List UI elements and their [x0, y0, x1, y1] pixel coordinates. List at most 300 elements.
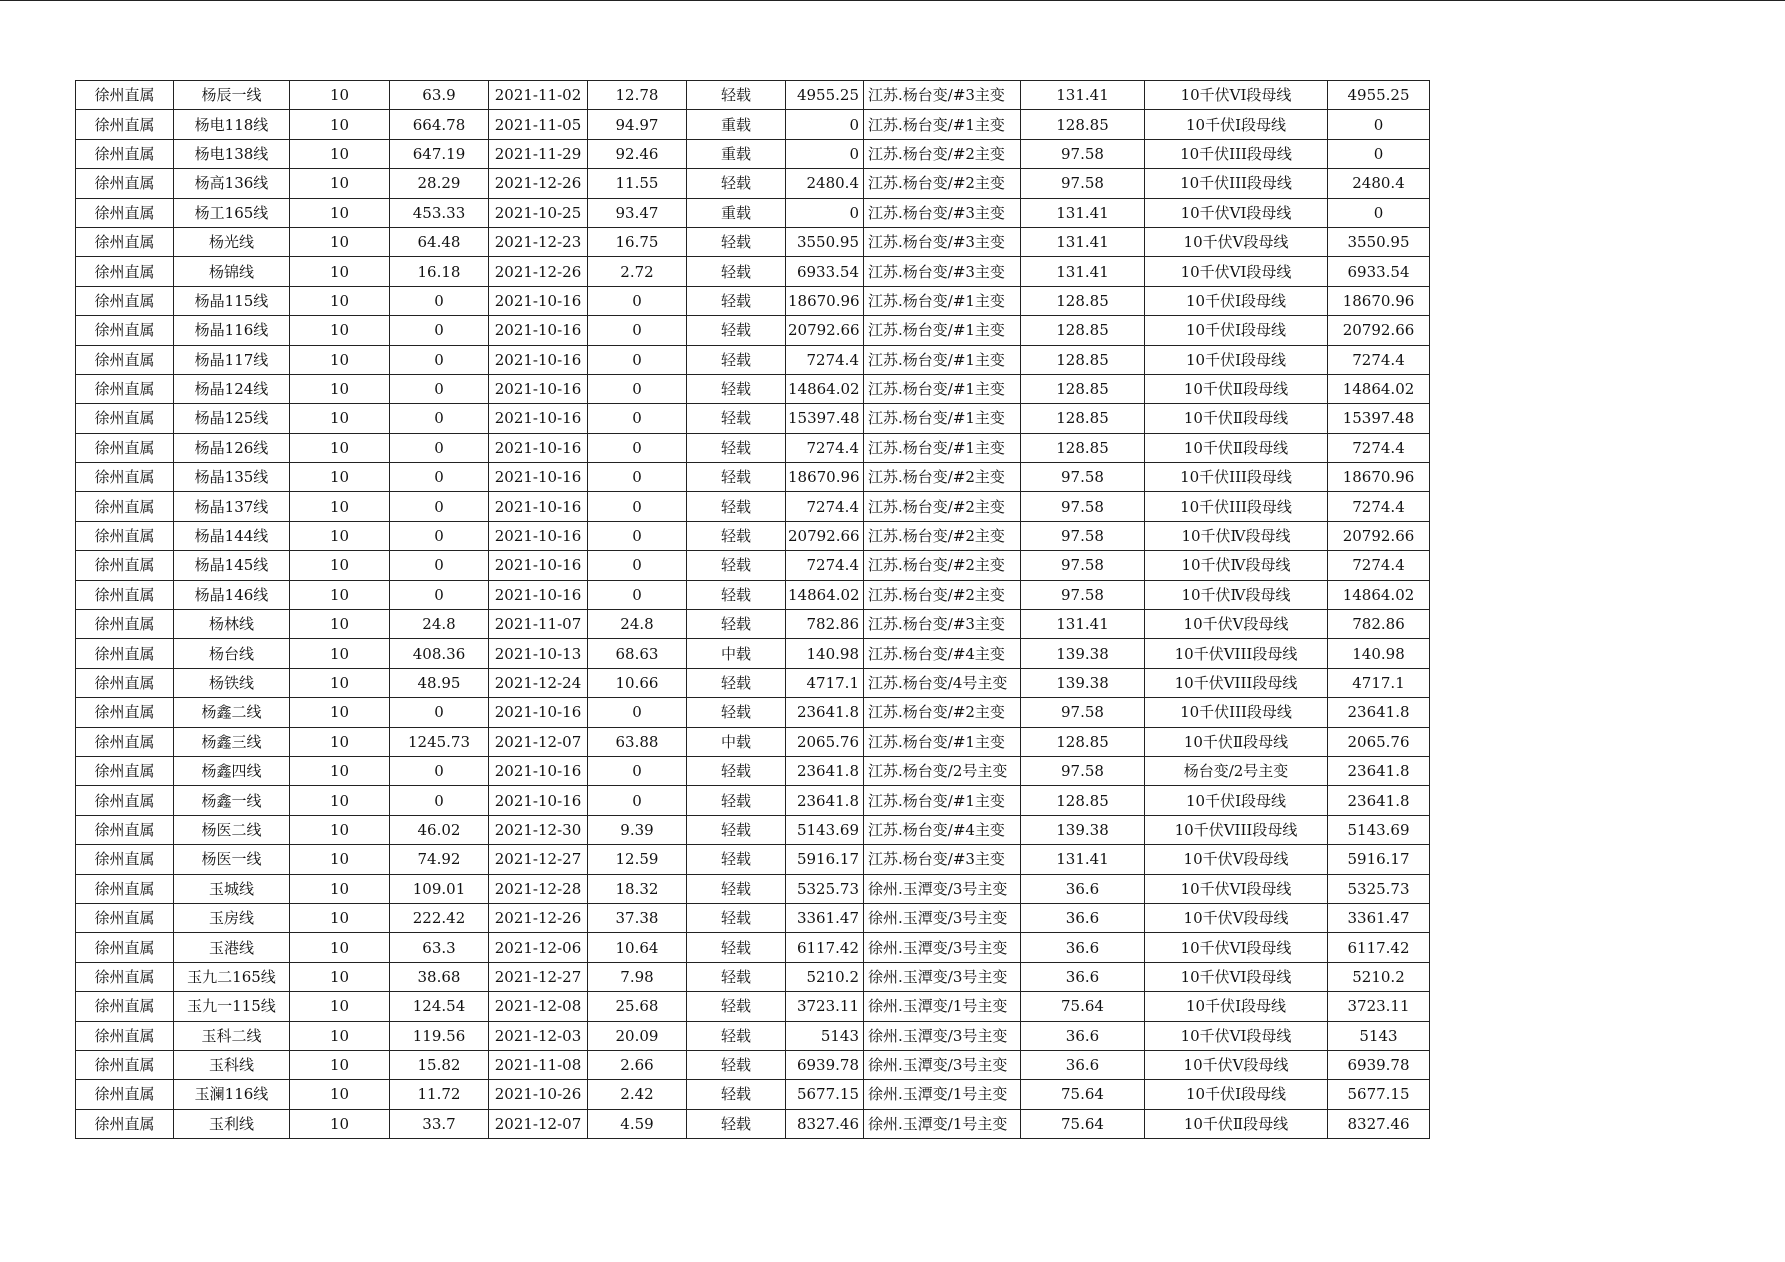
- table-row: [76, 903, 1430, 932]
- substation-transformer-cell: 江苏.杨台变/#1主变: [864, 374, 1021, 403]
- transformer-value-cell: 97.58: [1021, 139, 1145, 168]
- voltage-cell: 10: [290, 463, 390, 492]
- date-cell: 2021-12-24: [489, 668, 588, 697]
- substation-transformer-cell: 江苏.杨台变/#4主变: [864, 815, 1021, 844]
- voltage-cell: 10: [290, 903, 390, 932]
- load-rate-cell: 0: [588, 580, 687, 609]
- capacity-cell: 5210.2: [786, 962, 864, 991]
- busbar-cell: 10千伏Ⅰ段母线: [1145, 786, 1328, 815]
- voltage-cell: 10: [290, 756, 390, 785]
- substation-transformer-cell: 江苏.杨台变/#2主变: [864, 580, 1021, 609]
- feeder-name-cell: 杨晶115线: [174, 286, 290, 315]
- available-capacity-cell: 3550.95: [1328, 227, 1430, 256]
- capacity-cell: 14864.02: [786, 374, 864, 403]
- transformer-value-cell: 97.58: [1021, 521, 1145, 550]
- load-status-cell: 轻载: [687, 374, 786, 403]
- feeder-name-cell: 玉港线: [174, 933, 290, 962]
- table-row: [76, 1050, 1430, 1079]
- feeder-name-cell: 玉澜116线: [174, 1080, 290, 1109]
- load-cell: 119.56: [390, 1021, 489, 1050]
- company-cell: 徐州直属: [76, 639, 174, 668]
- capacity-cell: 5143: [786, 1021, 864, 1050]
- table-row: [76, 962, 1430, 991]
- available-capacity-cell: 20792.66: [1328, 316, 1430, 345]
- capacity-cell: 782.86: [786, 610, 864, 639]
- available-capacity-cell: 140.98: [1328, 639, 1430, 668]
- table-row: [76, 1109, 1430, 1138]
- load-status-cell: 轻载: [687, 345, 786, 374]
- load-status-cell: 轻载: [687, 227, 786, 256]
- load-rate-cell: 0: [588, 463, 687, 492]
- load-rate-cell: 20.09: [588, 1021, 687, 1050]
- load-rate-cell: 11.55: [588, 169, 687, 198]
- transformer-value-cell: 131.41: [1021, 257, 1145, 286]
- date-cell: 2021-12-27: [489, 845, 588, 874]
- load-rate-cell: 0: [588, 374, 687, 403]
- voltage-cell: 10: [290, 933, 390, 962]
- load-rate-cell: 94.97: [588, 110, 687, 139]
- table-row: [76, 668, 1430, 697]
- substation-transformer-cell: 徐州.玉潭变/1号主变: [864, 1109, 1021, 1138]
- substation-transformer-cell: 徐州.玉潭变/3号主变: [864, 1050, 1021, 1079]
- load-status-cell: 重载: [687, 110, 786, 139]
- load-status-cell: 轻载: [687, 992, 786, 1021]
- page-top-rule: [0, 0, 1785, 1]
- capacity-cell: 7274.4: [786, 551, 864, 580]
- load-cell: 0: [390, 316, 489, 345]
- load-cell: 0: [390, 463, 489, 492]
- company-cell: 徐州直属: [76, 668, 174, 697]
- available-capacity-cell: 18670.96: [1328, 463, 1430, 492]
- load-cell: 0: [390, 345, 489, 374]
- load-cell: 109.01: [390, 874, 489, 903]
- load-rate-cell: 12.78: [588, 81, 687, 110]
- table-row: [76, 580, 1430, 609]
- transformer-value-cell: 128.85: [1021, 374, 1145, 403]
- transformer-value-cell: 128.85: [1021, 316, 1145, 345]
- busbar-cell: 10千伏VI段母线: [1145, 1021, 1328, 1050]
- feeder-name-cell: 杨晶144线: [174, 521, 290, 550]
- load-cell: 0: [390, 786, 489, 815]
- available-capacity-cell: 0: [1328, 110, 1430, 139]
- table-body: [76, 81, 1430, 1139]
- load-status-cell: 重载: [687, 139, 786, 168]
- transformer-value-cell: 128.85: [1021, 786, 1145, 815]
- table-row: [76, 374, 1430, 403]
- date-cell: 2021-10-16: [489, 756, 588, 785]
- feeder-name-cell: 玉利线: [174, 1109, 290, 1138]
- voltage-cell: 10: [290, 610, 390, 639]
- load-rate-cell: 0: [588, 316, 687, 345]
- capacity-cell: 140.98: [786, 639, 864, 668]
- company-cell: 徐州直属: [76, 1080, 174, 1109]
- capacity-cell: 5143.69: [786, 815, 864, 844]
- table-row: [76, 639, 1430, 668]
- date-cell: 2021-10-26: [489, 1080, 588, 1109]
- load-cell: 15.82: [390, 1050, 489, 1079]
- load-rate-cell: 93.47: [588, 198, 687, 227]
- busbar-cell: 10千伏III段母线: [1145, 139, 1328, 168]
- date-cell: 2021-10-16: [489, 786, 588, 815]
- table-row: [76, 874, 1430, 903]
- load-status-cell: 轻载: [687, 962, 786, 991]
- available-capacity-cell: 4955.25: [1328, 81, 1430, 110]
- load-status-cell: 轻载: [687, 404, 786, 433]
- date-cell: 2021-12-28: [489, 874, 588, 903]
- capacity-cell: 0: [786, 139, 864, 168]
- substation-transformer-cell: 徐州.玉潭变/3号主变: [864, 874, 1021, 903]
- busbar-cell: 10千伏Ⅴ段母线: [1145, 227, 1328, 256]
- busbar-cell: 10千伏Ⅱ段母线: [1145, 727, 1328, 756]
- feeder-name-cell: 杨晶137线: [174, 492, 290, 521]
- available-capacity-cell: 7274.4: [1328, 433, 1430, 462]
- available-capacity-cell: 782.86: [1328, 610, 1430, 639]
- load-cell: 0: [390, 286, 489, 315]
- date-cell: 2021-12-08: [489, 992, 588, 1021]
- company-cell: 徐州直属: [76, 903, 174, 932]
- busbar-cell: 10千伏Ⅴ段母线: [1145, 610, 1328, 639]
- voltage-cell: 10: [290, 1080, 390, 1109]
- date-cell: 2021-10-16: [489, 463, 588, 492]
- load-status-cell: 轻载: [687, 286, 786, 315]
- voltage-cell: 10: [290, 1050, 390, 1079]
- substation-transformer-cell: 江苏.杨台变/#1主变: [864, 404, 1021, 433]
- voltage-cell: 10: [290, 139, 390, 168]
- transformer-value-cell: 36.6: [1021, 1050, 1145, 1079]
- date-cell: 2021-11-05: [489, 110, 588, 139]
- load-rate-cell: 0: [588, 286, 687, 315]
- busbar-cell: 10千伏III段母线: [1145, 698, 1328, 727]
- available-capacity-cell: 23641.8: [1328, 756, 1430, 785]
- load-rate-cell: 0: [588, 521, 687, 550]
- table-row: [76, 1080, 1430, 1109]
- feeder-name-cell: 杨鑫三线: [174, 727, 290, 756]
- busbar-cell: 10千伏VI段母线: [1145, 81, 1328, 110]
- date-cell: 2021-10-16: [489, 492, 588, 521]
- voltage-cell: 10: [290, 110, 390, 139]
- capacity-cell: 6117.42: [786, 933, 864, 962]
- table-row: [76, 933, 1430, 962]
- feeder-name-cell: 杨晶126线: [174, 433, 290, 462]
- load-status-cell: 中载: [687, 727, 786, 756]
- capacity-cell: 5677.15: [786, 1080, 864, 1109]
- load-status-cell: 轻载: [687, 933, 786, 962]
- voltage-cell: 10: [290, 345, 390, 374]
- company-cell: 徐州直属: [76, 139, 174, 168]
- table-row: [76, 198, 1430, 227]
- load-cell: 1245.73: [390, 727, 489, 756]
- date-cell: 2021-12-07: [489, 727, 588, 756]
- substation-transformer-cell: 江苏.杨台变/#2主变: [864, 492, 1021, 521]
- voltage-cell: 10: [290, 286, 390, 315]
- voltage-cell: 10: [290, 198, 390, 227]
- load-cell: 222.42: [390, 903, 489, 932]
- table-row: [76, 81, 1430, 110]
- transformer-value-cell: 128.85: [1021, 286, 1145, 315]
- capacity-cell: 3723.11: [786, 992, 864, 1021]
- company-cell: 徐州直属: [76, 698, 174, 727]
- date-cell: 2021-12-06: [489, 933, 588, 962]
- substation-transformer-cell: 江苏.杨台变/#1主变: [864, 727, 1021, 756]
- load-status-cell: 轻载: [687, 815, 786, 844]
- date-cell: 2021-12-27: [489, 962, 588, 991]
- company-cell: 徐州直属: [76, 1021, 174, 1050]
- capacity-cell: 20792.66: [786, 316, 864, 345]
- feeder-name-cell: 杨光线: [174, 227, 290, 256]
- feeder-name-cell: 杨晶135线: [174, 463, 290, 492]
- company-cell: 徐州直属: [76, 610, 174, 639]
- feeder-name-cell: 玉科线: [174, 1050, 290, 1079]
- substation-transformer-cell: 徐州.玉潭变/3号主变: [864, 962, 1021, 991]
- feeder-name-cell: 杨工165线: [174, 198, 290, 227]
- voltage-cell: 10: [290, 374, 390, 403]
- load-rate-cell: 16.75: [588, 227, 687, 256]
- load-status-cell: 轻载: [687, 257, 786, 286]
- transformer-value-cell: 131.41: [1021, 845, 1145, 874]
- feeder-name-cell: 杨辰一线: [174, 81, 290, 110]
- transformer-value-cell: 128.85: [1021, 110, 1145, 139]
- load-cell: 664.78: [390, 110, 489, 139]
- company-cell: 徐州直属: [76, 374, 174, 403]
- load-rate-cell: 25.68: [588, 992, 687, 1021]
- company-cell: 徐州直属: [76, 786, 174, 815]
- available-capacity-cell: 2065.76: [1328, 727, 1430, 756]
- busbar-cell: 10千伏Ⅱ段母线: [1145, 1109, 1328, 1138]
- company-cell: 徐州直属: [76, 169, 174, 198]
- feeder-name-cell: 杨电138线: [174, 139, 290, 168]
- voltage-cell: 10: [290, 404, 390, 433]
- feeder-name-cell: 杨台线: [174, 639, 290, 668]
- load-status-cell: 重载: [687, 198, 786, 227]
- busbar-cell: 10千伏III段母线: [1145, 492, 1328, 521]
- feeder-name-cell: 杨晶145线: [174, 551, 290, 580]
- company-cell: 徐州直属: [76, 845, 174, 874]
- table-row: [76, 404, 1430, 433]
- available-capacity-cell: 5143: [1328, 1021, 1430, 1050]
- company-cell: 徐州直属: [76, 286, 174, 315]
- date-cell: 2021-12-26: [489, 257, 588, 286]
- load-rate-cell: 12.59: [588, 845, 687, 874]
- busbar-cell: 10千伏Ⅳ段母线: [1145, 521, 1328, 550]
- load-cell: 0: [390, 374, 489, 403]
- load-rate-cell: 10.64: [588, 933, 687, 962]
- company-cell: 徐州直属: [76, 933, 174, 962]
- transformer-value-cell: 139.38: [1021, 639, 1145, 668]
- available-capacity-cell: 5143.69: [1328, 815, 1430, 844]
- company-cell: 徐州直属: [76, 227, 174, 256]
- company-cell: 徐州直属: [76, 198, 174, 227]
- substation-transformer-cell: 江苏.杨台变/#2主变: [864, 169, 1021, 198]
- busbar-cell: 10千伏VI段母线: [1145, 933, 1328, 962]
- date-cell: 2021-10-16: [489, 286, 588, 315]
- substation-transformer-cell: 江苏.杨台变/#1主变: [864, 345, 1021, 374]
- voltage-cell: 10: [290, 521, 390, 550]
- table-row: [76, 698, 1430, 727]
- company-cell: 徐州直属: [76, 727, 174, 756]
- load-cell: 124.54: [390, 992, 489, 1021]
- load-status-cell: 轻载: [687, 580, 786, 609]
- load-cell: 0: [390, 492, 489, 521]
- load-rate-cell: 2.72: [588, 257, 687, 286]
- load-cell: 46.02: [390, 815, 489, 844]
- load-cell: 0: [390, 551, 489, 580]
- table-row: [76, 551, 1430, 580]
- load-cell: 0: [390, 404, 489, 433]
- load-cell: 38.68: [390, 962, 489, 991]
- load-status-cell: 轻载: [687, 1021, 786, 1050]
- transformer-value-cell: 131.41: [1021, 610, 1145, 639]
- capacity-cell: 6933.54: [786, 257, 864, 286]
- busbar-cell: 10千伏Ⅰ段母线: [1145, 992, 1328, 1021]
- busbar-cell: 10千伏Ⅴ段母线: [1145, 1050, 1328, 1079]
- company-cell: 徐州直属: [76, 580, 174, 609]
- date-cell: 2021-10-16: [489, 404, 588, 433]
- capacity-cell: 5325.73: [786, 874, 864, 903]
- available-capacity-cell: 2480.4: [1328, 169, 1430, 198]
- company-cell: 徐州直属: [76, 1109, 174, 1138]
- voltage-cell: 10: [290, 668, 390, 697]
- date-cell: 2021-12-30: [489, 815, 588, 844]
- date-cell: 2021-12-26: [489, 903, 588, 932]
- feeder-name-cell: 玉九一115线: [174, 992, 290, 1021]
- busbar-cell: 10千伏VI段母线: [1145, 198, 1328, 227]
- capacity-cell: 6939.78: [786, 1050, 864, 1079]
- load-cell: 647.19: [390, 139, 489, 168]
- feeder-name-cell: 杨医二线: [174, 815, 290, 844]
- table-row: [76, 727, 1430, 756]
- feeder-name-cell: 杨晶125线: [174, 404, 290, 433]
- load-status-cell: 轻载: [687, 551, 786, 580]
- substation-transformer-cell: 徐州.玉潭变/3号主变: [864, 1021, 1021, 1050]
- company-cell: 徐州直属: [76, 551, 174, 580]
- load-rate-cell: 24.8: [588, 610, 687, 639]
- load-rate-cell: 0: [588, 786, 687, 815]
- busbar-cell: 10千伏VI段母线: [1145, 257, 1328, 286]
- substation-transformer-cell: 江苏.杨台变/#3主变: [864, 227, 1021, 256]
- capacity-cell: 14864.02: [786, 580, 864, 609]
- load-cell: 408.36: [390, 639, 489, 668]
- transformer-value-cell: 36.6: [1021, 874, 1145, 903]
- available-capacity-cell: 3723.11: [1328, 992, 1430, 1021]
- substation-transformer-cell: 江苏.杨台变/#1主变: [864, 286, 1021, 315]
- capacity-cell: 7274.4: [786, 345, 864, 374]
- load-rate-cell: 0: [588, 698, 687, 727]
- load-status-cell: 轻载: [687, 316, 786, 345]
- load-status-cell: 轻载: [687, 845, 786, 874]
- available-capacity-cell: 5916.17: [1328, 845, 1430, 874]
- load-cell: 33.7: [390, 1109, 489, 1138]
- date-cell: 2021-10-16: [489, 551, 588, 580]
- substation-transformer-cell: 江苏.杨台变/#2主变: [864, 698, 1021, 727]
- available-capacity-cell: 3361.47: [1328, 903, 1430, 932]
- load-status-cell: 轻载: [687, 756, 786, 785]
- feeder-name-cell: 杨鑫四线: [174, 756, 290, 785]
- feeder-name-cell: 杨晶146线: [174, 580, 290, 609]
- available-capacity-cell: 23641.8: [1328, 698, 1430, 727]
- load-rate-cell: 10.66: [588, 668, 687, 697]
- load-status-cell: 轻载: [687, 433, 786, 462]
- substation-transformer-cell: 江苏.杨台变/#1主变: [864, 433, 1021, 462]
- table-row: [76, 257, 1430, 286]
- feeder-name-cell: 杨晶124线: [174, 374, 290, 403]
- available-capacity-cell: 15397.48: [1328, 404, 1430, 433]
- load-cell: 0: [390, 756, 489, 785]
- date-cell: 2021-12-03: [489, 1021, 588, 1050]
- available-capacity-cell: 14864.02: [1328, 374, 1430, 403]
- load-cell: 0: [390, 698, 489, 727]
- available-capacity-cell: 7274.4: [1328, 492, 1430, 521]
- capacity-cell: 18670.96: [786, 286, 864, 315]
- transformer-value-cell: 36.6: [1021, 933, 1145, 962]
- load-cell: 16.18: [390, 257, 489, 286]
- busbar-cell: 10千伏Ⅰ段母线: [1145, 286, 1328, 315]
- transformer-value-cell: 97.58: [1021, 551, 1145, 580]
- available-capacity-cell: 6933.54: [1328, 257, 1430, 286]
- voltage-cell: 10: [290, 845, 390, 874]
- table-row: [76, 316, 1430, 345]
- capacity-cell: 15397.48: [786, 404, 864, 433]
- table-row: [76, 463, 1430, 492]
- date-cell: 2021-12-26: [489, 169, 588, 198]
- substation-transformer-cell: 江苏.杨台变/#3主变: [864, 257, 1021, 286]
- substation-transformer-cell: 江苏.杨台变/#3主变: [864, 81, 1021, 110]
- substation-transformer-cell: 徐州.玉潭变/3号主变: [864, 903, 1021, 932]
- company-cell: 徐州直属: [76, 316, 174, 345]
- load-rate-cell: 18.32: [588, 874, 687, 903]
- date-cell: 2021-10-13: [489, 639, 588, 668]
- load-cell: 63.9: [390, 81, 489, 110]
- capacity-cell: 2065.76: [786, 727, 864, 756]
- date-cell: 2021-10-16: [489, 316, 588, 345]
- substation-transformer-cell: 徐州.玉潭变/1号主变: [864, 1080, 1021, 1109]
- voltage-cell: 10: [290, 1109, 390, 1138]
- load-cell: 28.29: [390, 169, 489, 198]
- transformer-value-cell: 128.85: [1021, 433, 1145, 462]
- busbar-cell: 10千伏III段母线: [1145, 463, 1328, 492]
- load-cell: 453.33: [390, 198, 489, 227]
- busbar-cell: 10千伏Ⅰ段母线: [1145, 110, 1328, 139]
- load-cell: 74.92: [390, 845, 489, 874]
- available-capacity-cell: 6939.78: [1328, 1050, 1430, 1079]
- transformer-value-cell: 97.58: [1021, 756, 1145, 785]
- voltage-cell: 10: [290, 1021, 390, 1050]
- date-cell: 2021-10-16: [489, 345, 588, 374]
- company-cell: 徐州直属: [76, 433, 174, 462]
- table-row: [76, 756, 1430, 785]
- substation-transformer-cell: 江苏.杨台变/4号主变: [864, 668, 1021, 697]
- busbar-cell: 10千伏Ⅰ段母线: [1145, 316, 1328, 345]
- company-cell: 徐州直属: [76, 756, 174, 785]
- load-rate-cell: 0: [588, 492, 687, 521]
- transformer-value-cell: 75.64: [1021, 992, 1145, 1021]
- table-row: [76, 286, 1430, 315]
- table-row: [76, 845, 1430, 874]
- feeder-name-cell: 杨医一线: [174, 845, 290, 874]
- voltage-cell: 10: [290, 169, 390, 198]
- voltage-cell: 10: [290, 227, 390, 256]
- capacity-cell: 18670.96: [786, 463, 864, 492]
- substation-transformer-cell: 江苏.杨台变/#3主变: [864, 845, 1021, 874]
- available-capacity-cell: 7274.4: [1328, 551, 1430, 580]
- load-cell: 11.72: [390, 1080, 489, 1109]
- substation-transformer-cell: 徐州.玉潭变/1号主变: [864, 992, 1021, 1021]
- feeder-name-cell: 杨电118线: [174, 110, 290, 139]
- load-status-cell: 轻载: [687, 492, 786, 521]
- busbar-cell: 10千伏Ⅰ段母线: [1145, 1080, 1328, 1109]
- substation-transformer-cell: 江苏.杨台变/#4主变: [864, 639, 1021, 668]
- table-row: [76, 492, 1430, 521]
- busbar-cell: 杨台变/2号主变: [1145, 756, 1328, 785]
